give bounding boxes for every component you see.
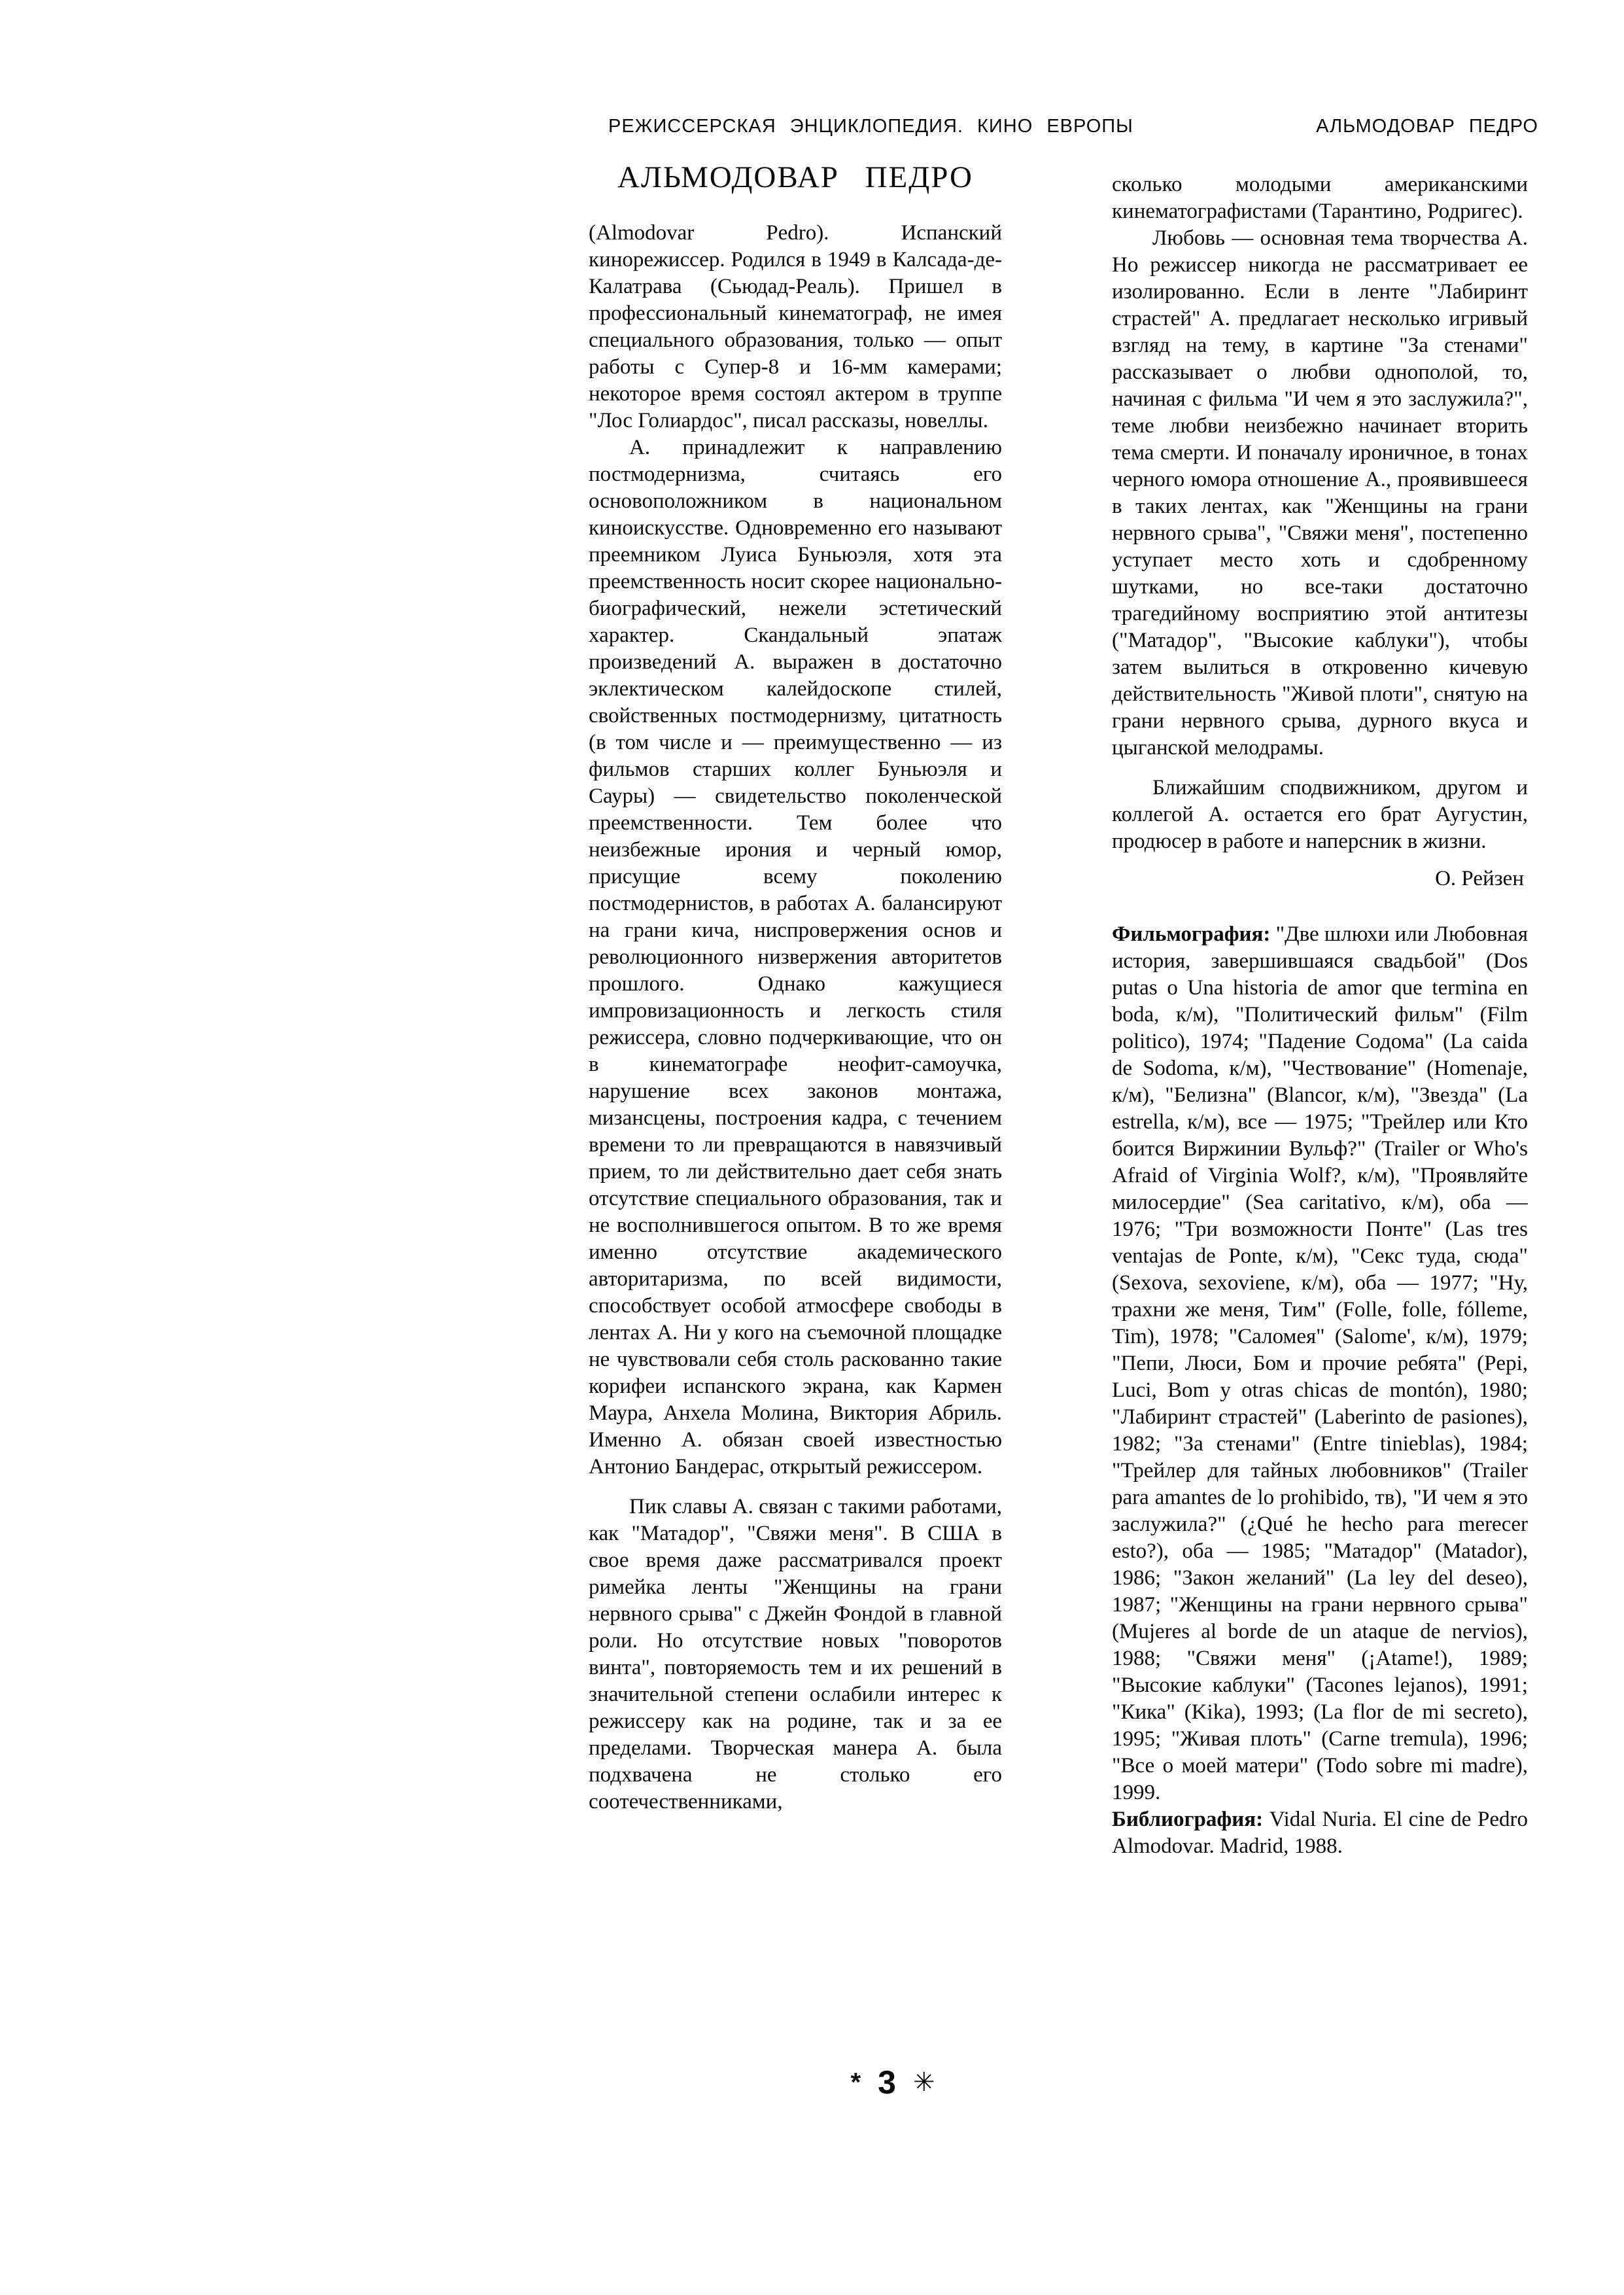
right-column xyxy=(1112,171,1528,2056)
running-header-left: РЕЖИССЕРСКАЯ ЭНЦИКЛОПЕДИЯ. КИНО ЕВРОПЫ xyxy=(608,116,1133,137)
bibliography xyxy=(1112,1806,1528,1860)
paragraph-postmodernism: А. принадлежит к направлению постмодернизма, считаясь его основоположником в национальном киноискусстве. Одновременно его называют преемником Луиса Буньюэля, хотя эта преемственность носит скорее национально-биографический, нежели эстетический характер. Скандальный эпатаж произведений А. выражен в достаточно эклектическом калейдоскопе стилей, свойственных постмодернизму, цитатность (в том числе и — преимущественно — из фильмов старших коллег Буньюэля и Сауры) — свидетельство поколенческой преемственности. Тем более что неизбежные ирония и черный юмор, присущие всему поколению постмодернистов, в работах А. балансируют на грани кича, ниспровержения основ и революционного низвержения авторитетов прошлого. Однако кажущиеся импровизационность и легкость стиля режиссера, словно подчеркивающие, что он в кинематографе неофит-самоучка, нарушение всех законов монтажа, мизансцены, построения кадра, с течением времени то ли превращаются в навязчивый прием, то ли действительно дает себя знать отсутствие специального образования, так и не восполнившегося опытом. В то же время именно отсутствие академического авторитаризма, по всей видимости, способствует особой атмосфере свободы в лентах А. Ни у кого на съемочной площадке не чувствовали себя столь раскованно такие корифеи испанского экрана, как Кармен Маура, Анхела Молина, Виктория Абриль. Именно А. обязан своей известностью Антонио Бандерас, открытый режиссером. xyxy=(589,436,1002,1479)
paragraph-fame-peak: Пик славы А. связан с такими работами, как "Матадор", "Свяжи меня". В США в свое время даже рассматривался проект римейка ленты "Женщины на грани нервного срыва" с Джейн Фондой в главной роли. Но отсутствие новых "поворотов винта", повторяемость тем и их решений в значительной степени ослабили интерес к режиссеру как на родине, так и за ее пределами. Творческая манера А. была подхвачена не столько его соотечественниками, xyxy=(589,1495,1002,1813)
running-header xyxy=(608,115,1538,137)
running-header-right: АЛЬМОДОВАР ПЕДРО xyxy=(1316,116,1538,137)
page-number-star-left-icon: * xyxy=(850,2068,861,2097)
paragraph-brother: Ближайшим сподвижником, другом и коллегой А. остается его брат Аугустин, продюсер в работе и наперсник в жизни. xyxy=(1112,776,1528,853)
paragraph-love-theme: Любовь — основная тема творчества А. Но режиссер никогда не рассматривает ее изолированно. Если в ленте "Лабиринт страстей" А. предлагает несколько игривый взгляд на тему, в картине "За стенами" рассказывает о любви однополой, то, начиная с фильма "И чем я это заслужила?", теме любви неизбежно начинает вторить тема смерти. И поначалу ироничное, в тонах черного юмора отношение А., проявившееся в таких лентах, как "Женщины на грани нервного срыва", "Свяжи меня", постепенно уступает место хоть и сдобренному шутками, но все-таки достаточно трагедийному восприятию этой антитезы ("Матадор", "Высокие каблуки"), чтобы затем вылиться в откровенно кичевую действительность "Живой плоти", снятую на грани нервного срыва, дурного вкуса и цыганской мелодрамы. xyxy=(1112,226,1528,760)
filmography-text: "Две шлюхи или Любовная история, завершившаяся свадьбой" (Dos putas o Una historia de amor que termina en boda, к/м), "Политический фильм" (Film politico), 1974; "Падение Содома" (La caida de Sodoma, к/м), "Чествование" (Homenaje, к/м), "Белизна" (Blancor, к/м), "Звезда" (La estrella, к/м), все — 1975; "Трейлер или Кто боится Виржинии Вульф?" (Trailer or Who's Afraid of Virginia Wolf?, к/м), "Проявляйте милосердие" (Sea caritativo, к/м), оба — 1976; "Три возможности Понте" (Las tres ventajas de Ponte, к/м), "Секс туда, сюда" (Sexova, sexoviene, к/м), оба — 1977; "Ну, трахни же меня, Тим" (Folle, folle, fólleme, Tim), 1978; "Саломея" (Salome', к/м), 1979; "Пепи, Люси, Бом и прочие ребята" (Pepi, Luci, Bom y otras chicas de montón), 1980; "Лабиринт страстей" (Laberinto de pasiones), 1982; "За стенами" (Entre tinieblas), 1984; "Трейлер для тайных любовников" (Trailer para amantes de lo prohibido, тв), "И чем я это заслужила?" (¿Qué he hecho para merecer esto?), оба — 1985; "Матадор" (Matador), 1986; "Закон желаний" (La ley del deseo), 1987; "Женщины на грани нервного срыва" (Mujeres al borde de un ataque de nervios), 1988; "Свяжи меня" (¡Atame!), 1989; "Высокие каблуки" (Tacones lejanos), 1991; "Кика" (Kika), 1993; (La flor de mi secreto), 1995; "Живая плоть" (Carne tremula), 1996; "Все о моей матери" (Todo sobre mi madre), 1999. xyxy=(1112,922,1528,1804)
paragraph-continuation: сколько молодыми американскими кинематографистами (Тарантино, Родригес). xyxy=(1112,173,1528,223)
left-column xyxy=(589,220,1002,2052)
filmography-label: Фильмография: xyxy=(1112,922,1271,946)
author-signature: О. Рейзен xyxy=(1435,867,1524,890)
page-number xyxy=(831,2066,955,2099)
bibliography-label: Библиография: xyxy=(1112,1808,1264,1831)
bibliography-text: Vidal Nuria. El cine de Pedro Almodovar. Madrid, 1988. xyxy=(1112,1808,1528,1858)
filmography xyxy=(1112,921,1528,1806)
page-number-value: 3 xyxy=(878,2064,896,2101)
article-title: АЛЬМОДОВАР ПЕДРО xyxy=(617,160,973,194)
page-number-star-right-icon: ✳ xyxy=(912,2068,935,2097)
paragraph-intro: (Almodovar Pedro). Испанский кинорежиссер. Родился в 1949 в Калсада-де-Калатрава (Сьюдад-Реаль). Пришел в профессиональный кинематограф, не имея специального образования, только — опыт работы с Супер-8 и 16-мм камерами; некоторое время состоял актером в труппе "Лос Голиардос", писал рассказы, новеллы. xyxy=(589,221,1002,432)
